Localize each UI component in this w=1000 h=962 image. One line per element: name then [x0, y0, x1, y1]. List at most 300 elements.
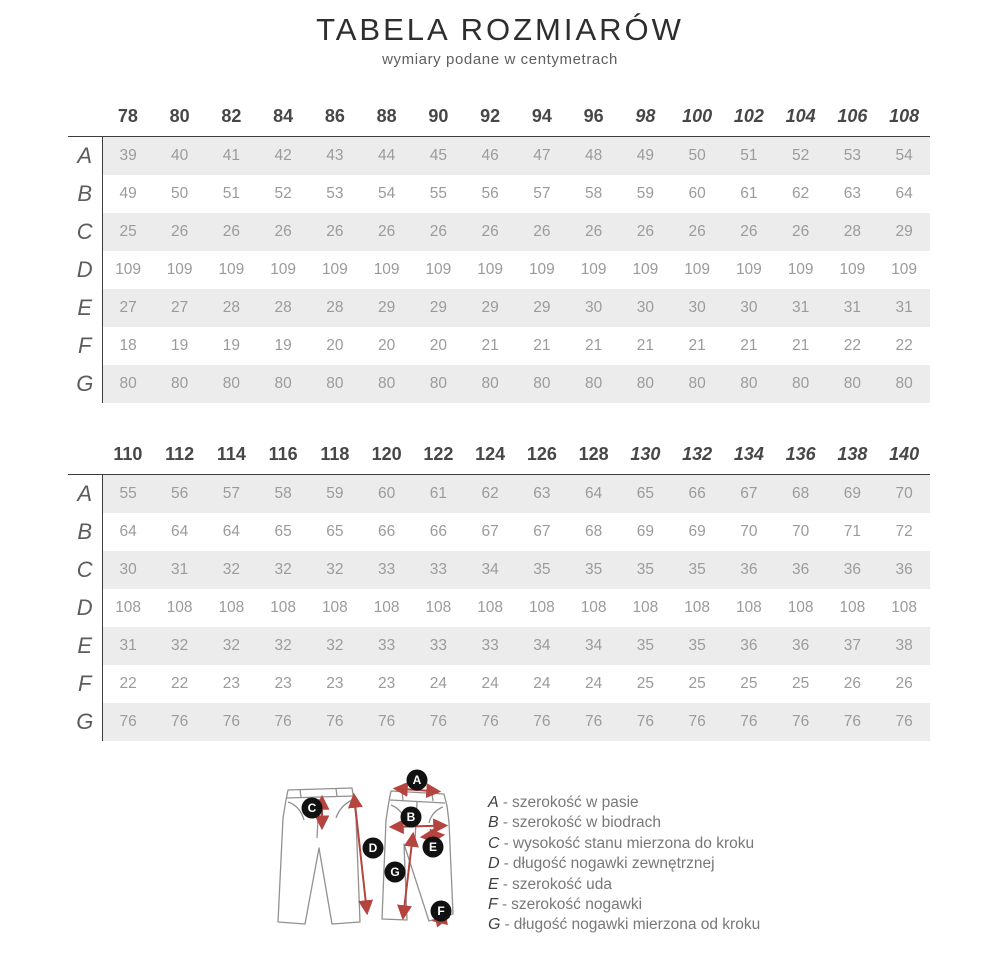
legend-key: G [488, 916, 501, 934]
size-value: 80 [878, 365, 930, 403]
size-header: 120 [361, 434, 413, 475]
size-header: 140 [878, 434, 930, 475]
size-value: 109 [787, 260, 814, 278]
measure-row-e [68, 627, 930, 665]
size-value: 61 [413, 475, 465, 513]
size-value: 26 [843, 674, 861, 692]
size-value: 29 [878, 213, 930, 251]
size-value: 26 [775, 213, 827, 251]
size-value: 33 [413, 551, 465, 589]
size-value: 20 [378, 336, 396, 354]
legend-desc: długość nogawki mierzona od kroku [513, 916, 761, 934]
size-value: 26 [723, 213, 775, 251]
size-value: 71 [843, 522, 861, 540]
size-value: 22 [171, 674, 189, 692]
size-value: 19 [171, 336, 189, 354]
row-label: B [68, 175, 102, 213]
size-value: 109 [632, 260, 659, 278]
legend-separator: - [498, 814, 513, 832]
size-value: 32 [309, 551, 361, 589]
size-value: 66 [429, 522, 447, 540]
size-value: 58 [257, 475, 309, 513]
size-value: 56 [154, 475, 206, 513]
size-value: 109 [580, 260, 607, 278]
size-value: 28 [206, 289, 258, 327]
size-value: 35 [620, 627, 672, 665]
size-header: 104 [775, 96, 827, 137]
size-value: 54 [378, 184, 396, 202]
row-label: C [68, 213, 102, 251]
svg-text:B: B [406, 810, 416, 825]
size-value: 67 [481, 522, 499, 540]
size-value: 26 [361, 213, 413, 251]
size-value: 23 [378, 674, 396, 692]
size-value: 80 [309, 365, 361, 403]
row-label: F [68, 327, 102, 365]
size-value: 53 [827, 137, 879, 175]
size-value: 108 [580, 598, 607, 616]
size-value: 108 [632, 598, 659, 616]
size-header: 98 [620, 96, 672, 137]
legend-item-d [488, 854, 760, 874]
size-value: 108 [477, 598, 504, 616]
size-value: 26 [464, 213, 516, 251]
size-value: 109 [477, 260, 504, 278]
size-value: 37 [827, 627, 879, 665]
size-value: 36 [775, 551, 827, 589]
size-value: 65 [326, 522, 344, 540]
size-header: 138 [827, 434, 879, 475]
size-value: 80 [102, 365, 154, 403]
pants-measurement-diagram [272, 768, 472, 946]
row-label: B [68, 513, 102, 551]
size-value: 57 [206, 475, 258, 513]
size-value: 76 [516, 703, 568, 741]
size-value: 21 [688, 336, 706, 354]
measurement-legend [488, 793, 760, 936]
size-value: 22 [119, 674, 137, 692]
size-value: 35 [516, 551, 568, 589]
size-value: 21 [792, 336, 810, 354]
size-value: 76 [102, 703, 154, 741]
size-value: 108 [270, 598, 297, 616]
size-value: 52 [274, 184, 292, 202]
size-value: 76 [257, 703, 309, 741]
size-value: 76 [309, 703, 361, 741]
size-value: 26 [516, 213, 568, 251]
size-value: 80 [206, 365, 258, 403]
size-value: 32 [154, 627, 206, 665]
measure-row-g [68, 365, 930, 403]
measure-row-f [68, 665, 930, 703]
row-label: A [68, 137, 102, 175]
size-value: 76 [464, 703, 516, 741]
size-value: 52 [775, 137, 827, 175]
size-value: 25 [792, 674, 810, 692]
size-value: 29 [413, 289, 465, 327]
size-value: 109 [270, 260, 297, 278]
size-header: 92 [464, 96, 516, 137]
size-value: 36 [723, 627, 775, 665]
size-value: 23 [274, 674, 292, 692]
size-value: 76 [775, 703, 827, 741]
size-header: 80 [154, 96, 206, 137]
size-header: 134 [723, 434, 775, 475]
size-value: 21 [533, 336, 551, 354]
marker-badge-g [385, 862, 406, 883]
size-value: 80 [257, 365, 309, 403]
size-value: 60 [361, 475, 413, 513]
size-value: 80 [361, 365, 413, 403]
size-header: 126 [516, 434, 568, 475]
size-value: 80 [413, 365, 465, 403]
size-value: 76 [723, 703, 775, 741]
size-value: 31 [102, 627, 154, 665]
size-value: 109 [166, 260, 193, 278]
size-value: 46 [464, 137, 516, 175]
size-value: 33 [361, 627, 413, 665]
legend-key: B [488, 814, 499, 832]
size-value: 80 [723, 365, 775, 403]
svg-text:C: C [307, 801, 317, 816]
size-value: 34 [464, 551, 516, 589]
size-value: 22 [895, 336, 913, 354]
size-value: 30 [102, 551, 154, 589]
size-header: 124 [464, 434, 516, 475]
row-label: C [68, 551, 102, 589]
page-subtitle: wymiary podane w centymetrach [382, 51, 618, 68]
size-value: 30 [723, 289, 775, 327]
size-value: 26 [671, 213, 723, 251]
size-header: 130 [620, 434, 672, 475]
size-value: 108 [321, 598, 348, 616]
size-value: 109 [425, 260, 452, 278]
size-value: 31 [878, 289, 930, 327]
size-value: 109 [735, 260, 762, 278]
size-header: 136 [775, 434, 827, 475]
size-value: 42 [257, 137, 309, 175]
size-value: 24 [533, 674, 551, 692]
row-label: A [68, 475, 102, 513]
measure-row-c [68, 213, 930, 251]
size-value: 21 [585, 336, 603, 354]
size-value: 28 [257, 289, 309, 327]
size-header: 118 [309, 434, 361, 475]
marker-badge-f [431, 901, 452, 922]
legend-item-g [488, 915, 760, 935]
size-value: 69 [827, 475, 879, 513]
marker-badge-a [407, 770, 428, 791]
size-value: 39 [102, 137, 154, 175]
size-value: 53 [326, 184, 344, 202]
size-value: 80 [516, 365, 568, 403]
size-header: 110 [102, 434, 154, 475]
size-value: 69 [636, 522, 654, 540]
size-value: 50 [671, 137, 723, 175]
size-value: 62 [792, 184, 810, 202]
svg-text:E: E [428, 840, 438, 855]
legend-separator: - [500, 916, 514, 934]
size-value: 33 [464, 627, 516, 665]
size-value: 34 [568, 627, 620, 665]
measure-row-g [68, 703, 930, 741]
size-value: 26 [206, 213, 258, 251]
size-value: 27 [154, 289, 206, 327]
size-table-large-sizes [68, 434, 930, 741]
size-value: 32 [309, 627, 361, 665]
size-value: 21 [636, 336, 654, 354]
size-header: 84 [257, 96, 309, 137]
size-value: 48 [568, 137, 620, 175]
size-value: 33 [413, 627, 465, 665]
size-value: 31 [154, 551, 206, 589]
corner-cell [68, 96, 102, 137]
size-value: 30 [568, 289, 620, 327]
size-value: 23 [326, 674, 344, 692]
legend-separator: - [498, 794, 513, 811]
row-label: F [68, 665, 102, 703]
size-value: 64 [222, 522, 240, 540]
size-value: 24 [481, 674, 499, 692]
size-value: 49 [620, 137, 672, 175]
size-value: 64 [895, 184, 913, 202]
size-header: 116 [257, 434, 309, 475]
size-value: 36 [878, 551, 930, 589]
legend-key: C [488, 834, 500, 852]
size-value: 67 [723, 475, 775, 513]
size-value: 76 [154, 703, 206, 741]
size-value: 20 [326, 336, 344, 354]
size-value: 22 [843, 336, 861, 354]
size-value: 80 [568, 365, 620, 403]
size-value: 51 [222, 184, 240, 202]
size-value: 109 [684, 260, 711, 278]
size-value: 26 [413, 213, 465, 251]
size-value: 29 [516, 289, 568, 327]
size-value: 80 [620, 365, 672, 403]
size-value: 68 [585, 522, 603, 540]
legend-separator: - [498, 875, 513, 893]
size-value: 64 [119, 522, 137, 540]
size-value: 21 [740, 336, 758, 354]
size-value: 40 [154, 137, 206, 175]
legend-item-c [488, 834, 760, 854]
size-value: 34 [516, 627, 568, 665]
size-value: 76 [620, 703, 672, 741]
size-header: 86 [309, 96, 361, 137]
legend-key: E [488, 875, 499, 893]
size-value: 67 [533, 522, 551, 540]
size-value: 27 [102, 289, 154, 327]
size-value: 26 [309, 213, 361, 251]
size-value: 29 [361, 289, 413, 327]
size-value: 36 [827, 551, 879, 589]
size-value: 20 [429, 336, 447, 354]
measure-row-d [68, 589, 930, 627]
size-value: 58 [585, 184, 603, 202]
legend-key: A [488, 794, 499, 811]
size-value: 24 [429, 674, 447, 692]
size-header: 106 [827, 96, 879, 137]
size-value: 76 [827, 703, 879, 741]
size-header: 96 [568, 96, 620, 137]
size-value: 69 [688, 522, 706, 540]
size-value: 26 [154, 213, 206, 251]
size-header: 102 [723, 96, 775, 137]
size-value: 35 [671, 627, 723, 665]
size-value: 32 [257, 627, 309, 665]
size-value: 54 [878, 137, 930, 175]
size-value: 43 [309, 137, 361, 175]
legend-desc: szerokość w pasie [512, 794, 639, 811]
size-value: 36 [775, 627, 827, 665]
size-value: 108 [787, 598, 814, 616]
size-value: 80 [154, 365, 206, 403]
size-value: 108 [373, 598, 400, 616]
row-label: E [68, 289, 102, 327]
size-header: 90 [413, 96, 465, 137]
size-value: 25 [740, 674, 758, 692]
size-value: 68 [775, 475, 827, 513]
size-value: 108 [684, 598, 711, 616]
size-value: 80 [464, 365, 516, 403]
size-value: 45 [413, 137, 465, 175]
size-value: 30 [671, 289, 723, 327]
size-header: 108 [878, 96, 930, 137]
size-value: 33 [361, 551, 413, 589]
size-value: 19 [222, 336, 240, 354]
size-header: 132 [671, 434, 723, 475]
size-value: 25 [688, 674, 706, 692]
size-value: 108 [891, 598, 918, 616]
marker-badge-c [302, 798, 323, 819]
size-value: 19 [274, 336, 292, 354]
size-value: 23 [222, 674, 240, 692]
marker-badge-b [401, 807, 422, 828]
svg-text:G: G [390, 865, 400, 880]
size-header: 114 [206, 434, 258, 475]
legend-item-e [488, 875, 760, 895]
legend-separator: - [499, 855, 513, 873]
legend-desc: szerokość uda [512, 875, 612, 893]
size-value: 64 [171, 522, 189, 540]
size-value: 25 [102, 213, 154, 251]
size-value: 108 [166, 598, 193, 616]
size-value: 62 [464, 475, 516, 513]
size-value: 76 [671, 703, 723, 741]
size-value: 109 [373, 260, 400, 278]
size-value: 59 [309, 475, 361, 513]
size-value: 76 [361, 703, 413, 741]
legend-desc: wysokość stanu mierzona do kroku [512, 834, 755, 852]
size-value: 26 [620, 213, 672, 251]
size-value: 25 [636, 674, 654, 692]
size-value: 63 [516, 475, 568, 513]
size-header: 78 [102, 96, 154, 137]
size-header: 112 [154, 434, 206, 475]
row-label: D [68, 251, 102, 289]
size-value: 30 [620, 289, 672, 327]
size-value: 24 [585, 674, 603, 692]
size-value: 108 [115, 598, 142, 616]
size-value: 66 [671, 475, 723, 513]
size-value: 108 [528, 598, 555, 616]
size-value: 49 [119, 184, 137, 202]
size-value: 57 [533, 184, 551, 202]
marker-badge-d [363, 838, 384, 859]
size-value: 108 [735, 598, 762, 616]
row-label: E [68, 627, 102, 665]
size-header: 100 [671, 96, 723, 137]
size-value: 31 [827, 289, 879, 327]
marker-badge-e [423, 837, 444, 858]
size-header: 88 [361, 96, 413, 137]
size-value: 76 [413, 703, 465, 741]
size-header: 128 [568, 434, 620, 475]
size-value: 109 [115, 260, 142, 278]
size-header: 94 [516, 96, 568, 137]
page-header [0, 12, 1000, 68]
size-value: 76 [206, 703, 258, 741]
size-value: 64 [568, 475, 620, 513]
size-value: 109 [528, 260, 555, 278]
size-value: 63 [843, 184, 861, 202]
size-value: 35 [620, 551, 672, 589]
row-label: D [68, 589, 102, 627]
size-value: 65 [620, 475, 672, 513]
measure-row-a [68, 475, 930, 513]
legend-desc: szerokość w biodrach [512, 814, 662, 832]
svg-text:F: F [437, 904, 445, 919]
legend-item-f [488, 895, 760, 915]
svg-text:D: D [368, 841, 378, 856]
legend-item-b [488, 813, 760, 833]
legend-desc: szerokość nogawki [511, 895, 643, 913]
size-value: 66 [378, 522, 396, 540]
size-value: 70 [792, 522, 810, 540]
size-value: 108 [839, 598, 866, 616]
size-value: 44 [361, 137, 413, 175]
size-value: 29 [464, 289, 516, 327]
size-value: 56 [481, 184, 499, 202]
size-value: 109 [321, 260, 348, 278]
legend-desc: długość nogawki zewnętrznej [512, 855, 715, 873]
row-label: G [68, 703, 102, 741]
size-value: 50 [171, 184, 189, 202]
size-value: 108 [218, 598, 245, 616]
size-value: 60 [688, 184, 706, 202]
size-value: 80 [775, 365, 827, 403]
size-value: 55 [102, 475, 154, 513]
measure-row-b [68, 513, 930, 551]
measure-row-b [68, 175, 930, 213]
size-value: 70 [740, 522, 758, 540]
size-value: 26 [895, 674, 913, 692]
size-value: 47 [516, 137, 568, 175]
size-value: 108 [425, 598, 452, 616]
legend-key: D [488, 855, 500, 873]
size-value: 18 [119, 336, 137, 354]
size-value: 26 [257, 213, 309, 251]
size-value: 61 [740, 184, 758, 202]
size-value: 65 [274, 522, 292, 540]
size-value: 109 [218, 260, 245, 278]
corner-cell [68, 434, 102, 475]
size-value: 59 [636, 184, 654, 202]
size-value: 28 [827, 213, 879, 251]
size-value: 36 [723, 551, 775, 589]
size-value: 21 [481, 336, 499, 354]
